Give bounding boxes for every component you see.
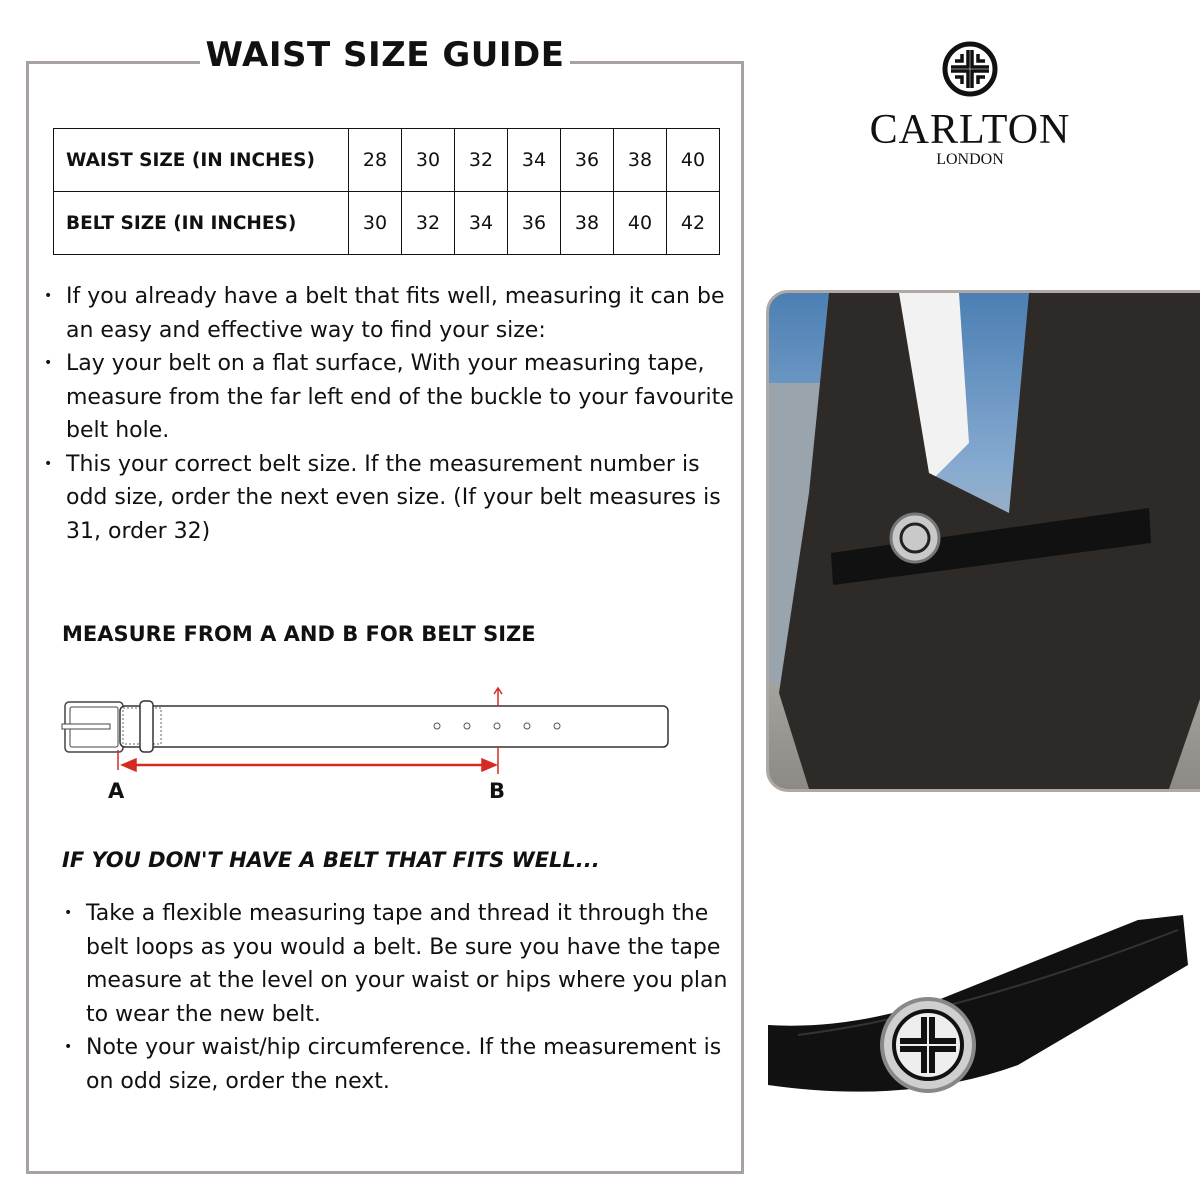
size-table: [53, 128, 720, 255]
table-cell: 28: [349, 129, 402, 192]
list-item: • This your correct belt size. If the measurement number is odd size, order the next even size. (If your belt measures is 31, order 32): [44, 448, 744, 549]
table-cell: 36: [508, 192, 561, 255]
page-title: WAIST SIZE GUIDE: [200, 32, 570, 80]
table-row: [54, 129, 720, 192]
table-cell: 42: [667, 192, 720, 255]
table-row: [54, 192, 720, 255]
brand-name: CARLTON: [869, 107, 1071, 153]
table-cell: 36: [561, 129, 614, 192]
table-cell: 38: [561, 192, 614, 255]
belt-photo: [758, 905, 1198, 1105]
label-a: A: [108, 779, 125, 803]
list-item: • Lay your belt on a flat surface, With your measuring tape, measure from the far left end of the buckle to your favourite belt hole.: [44, 347, 744, 448]
label-b: B: [489, 779, 506, 803]
table-cell: 32: [402, 192, 455, 255]
no-belt-list: [64, 897, 734, 1098]
table-cell: 40: [614, 192, 667, 255]
belt-diagram: [50, 680, 690, 780]
table-cell: 30: [349, 192, 402, 255]
table-cell: 32: [455, 129, 508, 192]
brand-logo: [860, 40, 1080, 168]
row-header: BELT SIZE (IN INCHES): [54, 192, 349, 255]
row-header: WAIST SIZE (IN INCHES): [54, 129, 349, 192]
table-cell: 40: [667, 129, 720, 192]
instructions-list: [44, 280, 744, 548]
table-cell: 38: [614, 129, 667, 192]
table-cell: 30: [402, 129, 455, 192]
list-item: • Take a flexible measuring tape and thread it through the belt loops as you would a belt. Be sure you have the tape measure at the level on your waist or hips where you plan to wear the new belt.: [64, 897, 734, 1031]
list-item: • Note your waist/hip circumference. If the measurement is on odd size, order the next.: [64, 1031, 734, 1098]
logo-emblem-icon: [941, 40, 999, 98]
diagram-heading: MEASURE FROM A AND B FOR BELT SIZE: [62, 622, 536, 646]
brand-city: LONDON: [936, 151, 1004, 168]
list-item: • If you already have a belt that fits well, measuring it can be an easy and effective way to find your size:: [44, 280, 744, 347]
model-photo: [766, 290, 1200, 792]
table-cell: 34: [455, 192, 508, 255]
no-belt-heading: IF YOU DON'T HAVE A BELT THAT FITS WELL...: [62, 848, 600, 872]
table-cell: 34: [508, 129, 561, 192]
